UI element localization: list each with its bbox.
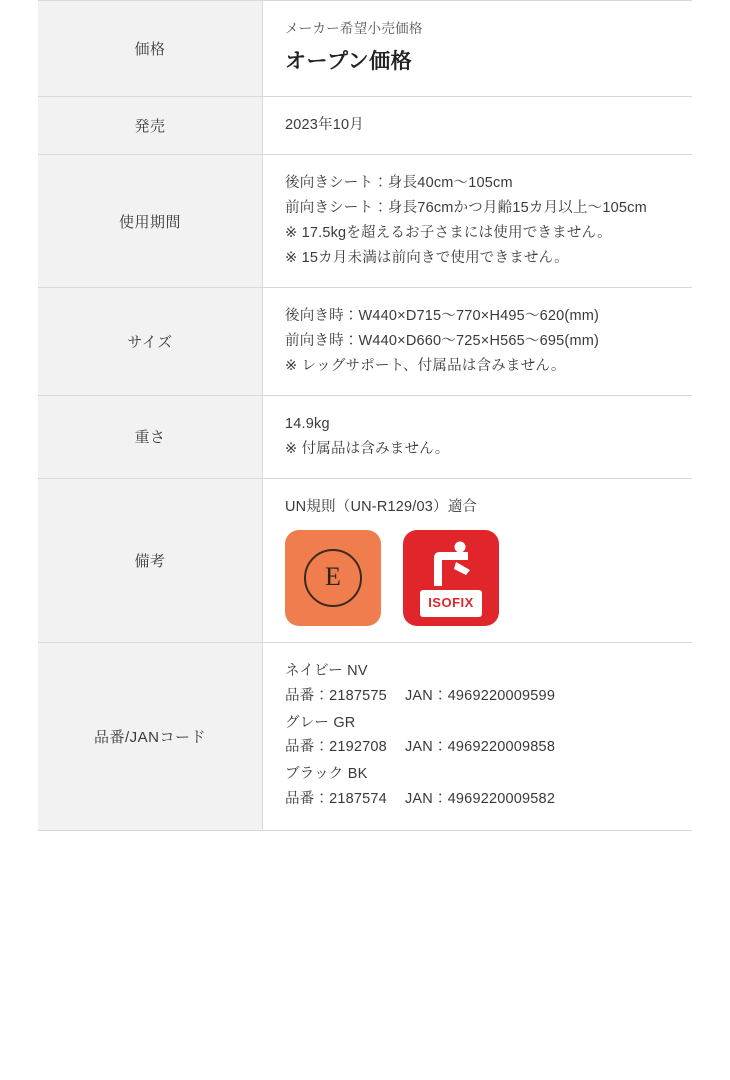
size-line-2: 前向き時：W440×D660〜725×H565〜695(mm) [285, 332, 600, 349]
color-name-navy: ネイビー NV [285, 662, 368, 679]
jan-code-black: JAN：4969220009582 [404, 791, 556, 808]
row-value-release [263, 97, 693, 155]
code-line-navy [285, 684, 674, 709]
row-value-remarks [263, 478, 693, 642]
isofix-pictogram-icon [420, 540, 482, 590]
weight-value: 14.9kg [285, 415, 330, 432]
size-line-1: 後向き時：W440×D715〜770×H495〜620(mm) [285, 308, 600, 325]
isofix-label: ISOFIX [420, 590, 482, 616]
row-label-weight: 重さ [38, 395, 263, 478]
e-mark-icon [285, 530, 381, 626]
certification-badges [285, 530, 674, 626]
list-item [285, 762, 674, 812]
code-line-black [285, 787, 674, 812]
row-value-model-jan [263, 642, 693, 831]
row-label-usage-period: 使用期間 [38, 155, 263, 288]
usage-line-2: 前向きシート：身長76cmかつ月齢15カ月以上〜105cm [285, 200, 647, 217]
usage-line-3: ※ 17.5kgを超えるお子さまには使用できません。 [285, 225, 612, 242]
price-value: オープン価格 [285, 50, 413, 74]
model-code-gray: 品番：2192708 [285, 739, 387, 756]
row-label-model-jan: 品番/JANコード [38, 642, 263, 831]
color-name-black: ブラック BK [285, 766, 368, 783]
color-name-gray: グレー GR [285, 714, 356, 731]
table-row [38, 97, 692, 155]
weight-note: ※ 付属品は含みません。 [285, 440, 450, 457]
table-row [38, 155, 692, 288]
model-code-navy: 品番：2187575 [285, 687, 387, 704]
code-line-gray [285, 735, 674, 760]
list-item [285, 711, 674, 761]
table-row [38, 478, 692, 642]
e-mark-letter: E [304, 549, 362, 607]
size-line-3: ※ レッグサポート、付属品は含みません。 [285, 357, 566, 374]
release-date: 2023年10月 [285, 117, 364, 134]
row-label-size: サイズ [38, 288, 263, 396]
jan-code-navy: JAN：4969220009599 [404, 687, 556, 704]
price-note: メーカー希望小売価格 [285, 21, 423, 36]
row-label-release: 発売 [38, 97, 263, 155]
jan-code-gray: JAN：4969220009858 [404, 739, 556, 756]
list-item [285, 659, 674, 709]
table-row [38, 288, 692, 396]
table-row [38, 642, 692, 831]
row-value-size [263, 288, 693, 396]
table-row [38, 1, 692, 97]
usage-line-1: 後向きシート：身長40cm〜105cm [285, 175, 513, 192]
row-value-price [263, 1, 693, 97]
row-value-weight [263, 395, 693, 478]
row-label-remarks: 備考 [38, 478, 263, 642]
row-value-usage-period [263, 155, 693, 288]
table-row [38, 395, 692, 478]
product-spec-table [38, 0, 692, 831]
usage-line-4: ※ 15カ月未満は前向きで使用できません。 [285, 250, 569, 267]
model-code-black: 品番：2187574 [285, 791, 387, 808]
row-label-price: 価格 [38, 1, 263, 97]
remarks-text: UN規則（UN-R129/03）適合 [285, 498, 478, 515]
isofix-icon [403, 530, 499, 626]
